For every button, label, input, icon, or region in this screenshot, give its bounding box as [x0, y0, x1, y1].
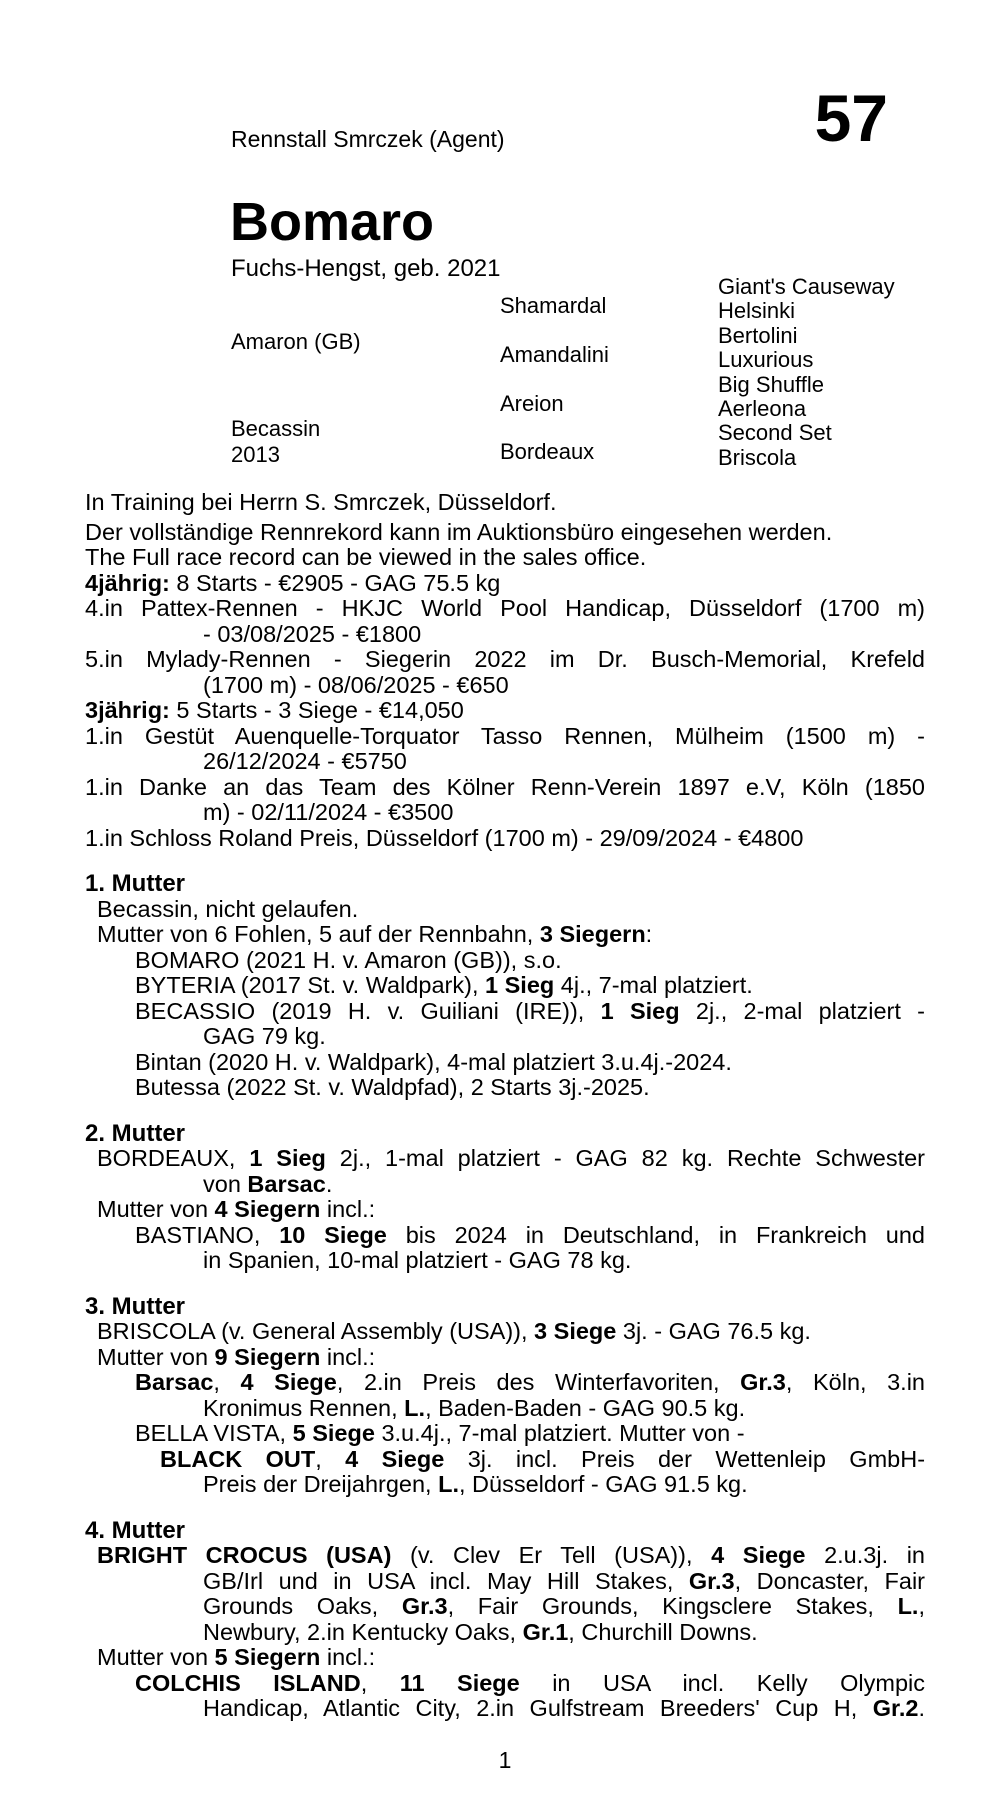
text-segment: 3 Siegern [539, 922, 646, 947]
text-segment: 5 Starts - 3 Siege - €14,050 [169, 698, 464, 723]
text-segment: 4jährig: [85, 570, 170, 596]
text-segment: 3.u.4j., 7-mal platziert. Mutter von - [374, 1421, 745, 1446]
text-segment: Barsac [135, 1370, 214, 1395]
body-content [85, 490, 925, 1722]
text-segment: , Düsseldorf - GAG 91.5 kg. [459, 1472, 748, 1497]
text-segment: L. [897, 1594, 919, 1619]
text-segment: BELLA VISTA, [135, 1421, 293, 1446]
text-segment: Mutter von [97, 1197, 215, 1222]
text-line [85, 1645, 925, 1671]
text-segment: , Churchill Downs. [568, 1619, 758, 1645]
text-segment: 1.in Schloss Roland Preis, Düsseldorf (1700 m) - 29/09/2024 - €4800 [85, 825, 804, 851]
horse-details: Fuchs-Hengst, geb. 2021 [231, 255, 501, 282]
dam-section-3 [85, 1319, 925, 1498]
text-line [85, 973, 925, 999]
text-line [85, 948, 925, 974]
pedigree-sire: Amaron (GB) [231, 329, 361, 354]
text-segment: 1.in Danke an das Team des Kölner Renn-Verein 1897 e.V, Köln (1850 [85, 774, 925, 800]
text-line [85, 1421, 925, 1447]
text-segment: (v. Clev Er Tell (USA)), [391, 1543, 712, 1568]
text-segment: The Full race record can be viewed in the sales office. [85, 545, 647, 570]
text-line [85, 520, 925, 546]
text-line [85, 545, 925, 571]
text-segment: BASTIANO, [135, 1222, 280, 1248]
text-segment: Becassin, nicht gelaufen. [97, 896, 359, 922]
text-segment: Preis der Dreijahrgen, [203, 1472, 439, 1497]
pedigree-dam-name: Becassin [231, 416, 321, 441]
text-line [85, 1447, 925, 1473]
text-segment: 11 Siege [399, 1670, 520, 1696]
text-segment: 4 Siege [711, 1543, 806, 1568]
text-line [85, 724, 925, 750]
text-line [85, 1197, 925, 1223]
text-segment: - 03/08/2025 - €1800 [203, 621, 422, 647]
text-line [85, 826, 925, 852]
text-line [85, 647, 925, 673]
pedigree-gen3-name: Bertolini [718, 322, 798, 348]
text-segment: Gr.3 [688, 1568, 735, 1594]
text-line [85, 596, 925, 622]
text-line [85, 1396, 925, 1422]
text-segment: BRISCOLA (v. General Assembly (USA)), [97, 1319, 535, 1344]
text-segment: BYTERIA (2017 St. v. Waldpark), [135, 973, 486, 998]
text-line [85, 775, 925, 801]
training-note [85, 490, 925, 516]
text-line [85, 1594, 925, 1620]
text-line [85, 673, 925, 699]
pedigree-dam [231, 416, 320, 468]
text-line [85, 571, 925, 597]
text-segment: 26/12/2024 - €5750 [203, 749, 407, 774]
consignor-name: Rennstall Smrczek (Agent) [231, 126, 505, 152]
text-line [85, 622, 925, 648]
text-segment: bis 2024 in Deutschland, in Frankreich und [386, 1222, 925, 1248]
section-heading-2: 2. Mutter [85, 1119, 186, 1147]
dam-section-2 [85, 1146, 925, 1274]
text-segment: BECASSIO (2019 H. v. Guiliani (IRE)), [135, 998, 601, 1024]
pedigree-dam-sire: Areion [500, 391, 564, 416]
text-line [85, 1696, 925, 1722]
text-segment: , Doncaster, Fair [734, 1568, 925, 1594]
text-line [85, 1345, 925, 1371]
record-note [85, 520, 925, 571]
text-segment: incl.: [320, 1344, 376, 1370]
text-segment: , 2.in Preis des Winterfavoriten, [336, 1370, 741, 1395]
text-segment: 1 Sieg [249, 1146, 326, 1171]
text-segment: 1 Sieg [600, 998, 680, 1024]
text-segment: Gr.1 [522, 1619, 569, 1645]
pedigree-sire-sire: Shamardal [500, 293, 607, 318]
text-line [85, 1248, 925, 1274]
text-segment: in Spanien, 10-mal platziert - GAG 78 kg. [203, 1248, 632, 1273]
text-segment: Grounds Oaks, [203, 1594, 402, 1619]
text-segment: In Training bei Herrn S. Smrczek, Düsseldorf. [85, 490, 557, 515]
text-segment: Gr.3 [401, 1594, 448, 1619]
text-segment: : [645, 922, 653, 947]
text-line [85, 1543, 925, 1569]
text-line [85, 698, 925, 724]
text-line [85, 1569, 925, 1595]
text-segment: Mutter von [97, 1344, 215, 1370]
text-line [85, 999, 925, 1025]
pedigree-gen3-name: Briscola [718, 444, 797, 470]
text-line [85, 1472, 925, 1498]
text-segment: . [325, 1171, 333, 1197]
text-segment: , Köln, 3.in [785, 1370, 925, 1395]
text-segment: , Fair Grounds, Kingsclere Stakes, [447, 1594, 898, 1619]
text-line [85, 1024, 925, 1050]
text-segment: , [918, 1594, 925, 1619]
text-line [85, 1075, 925, 1101]
text-segment: Newbury, 2.in Kentucky Oaks, [203, 1619, 523, 1645]
text-line [85, 1172, 925, 1198]
text-line [85, 1319, 925, 1345]
text-line [85, 1050, 925, 1076]
text-line [85, 922, 925, 948]
text-segment: m) - 02/11/2024 - €3500 [203, 800, 454, 825]
text-line [85, 749, 925, 775]
text-segment: BOMARO (2021 H. v. Amaron (GB)), s.o. [135, 947, 562, 973]
text-segment: incl.: [320, 1197, 376, 1222]
text-segment: 5 Siegern [214, 1645, 321, 1670]
section-heading-1: 1. Mutter [85, 870, 186, 897]
text-segment: 1.in Gestüt Auenquelle-Torquator Tasso Rennen, Mülheim (1500 m) - [85, 723, 925, 749]
text-segment: 3jährig: [85, 698, 170, 723]
text-segment: 3j. - GAG 76.5 kg. [616, 1319, 811, 1344]
section-heading-3: 3. Mutter [85, 1292, 186, 1320]
text-segment: von [203, 1171, 248, 1197]
text-segment: Gr.3 [740, 1370, 786, 1395]
pedigree-gen3-name: Big Shuffle [718, 371, 825, 397]
text-segment: BORDEAUX, [97, 1146, 250, 1171]
text-segment: Mutter von 6 Fohlen, 5 auf der Rennbahn, [97, 922, 540, 947]
pedigree-sire-dam: Amandalini [500, 342, 609, 367]
text-segment: 5.in Mylady-Rennen - Siegerin 2022 im Dr. Busch-Memorial, Krefeld [85, 647, 925, 672]
text-segment: 3 Siege [534, 1319, 617, 1344]
pedigree-dam-dam: Bordeaux [500, 439, 595, 464]
text-line [85, 1370, 925, 1396]
text-segment: 2j., 1-mal platziert - GAG 82 kg. Rechte Schwester [325, 1146, 925, 1171]
text-segment: Mutter von [97, 1645, 215, 1670]
pedigree-gen3-name: Luxurious [718, 347, 814, 373]
text-segment: Gr.2 [872, 1696, 919, 1721]
pedigree-gen3-column [718, 275, 895, 470]
text-segment: 5 Siege [292, 1421, 375, 1446]
text-segment: BRIGHT CROCUS (USA) [97, 1543, 392, 1568]
horse-name-title: Bomaro [230, 192, 435, 252]
text-segment: 2.u.3j. in [805, 1543, 925, 1568]
text-segment: Butessa (2022 St. v. Waldpfad), 2 Starts 3j.-2025. [135, 1075, 650, 1100]
text-line [85, 1223, 925, 1249]
text-segment: , Baden-Baden - GAG 90.5 kg. [425, 1395, 746, 1421]
text-segment: , [315, 1446, 346, 1472]
text-segment: 3j. incl. Preis der Wettenleip GmbH- [444, 1446, 925, 1472]
text-segment: Barsac [247, 1171, 326, 1197]
text-segment: L. [438, 1472, 459, 1497]
pedigree-gen3-name: Helsinki [718, 298, 796, 324]
text-segment: (1700 m) - 08/06/2025 - €650 [203, 672, 509, 698]
dam-section-1 [85, 897, 925, 1101]
text-line [85, 1671, 925, 1697]
text-segment: L. [404, 1395, 426, 1421]
race-record [85, 571, 925, 852]
text-segment: 1 Sieg [485, 973, 555, 998]
text-segment: , [360, 1670, 400, 1696]
text-segment: 4 Siege [240, 1370, 337, 1395]
text-segment: 4 Siegern [214, 1197, 321, 1222]
pedigree-dam-year: 2013 [231, 442, 280, 467]
text-segment: 4 Siege [345, 1446, 445, 1472]
text-segment: , [213, 1370, 241, 1395]
text-segment: Kronimus Rennen, [203, 1395, 405, 1421]
pedigree-gen3-name: Aerleona [718, 396, 807, 422]
text-segment: 4.in Pattex-Rennen - HKJC World Pool Handicap, Düsseldorf (1700 m) [85, 596, 925, 621]
text-segment: 10 Siege [279, 1222, 387, 1248]
text-segment: Bintan (2020 H. v. Waldpark), 4-mal platziert 3.u.4j.-2024. [135, 1049, 732, 1075]
text-segment: 9 Siegern [214, 1344, 321, 1370]
text-segment: Handicap, Atlantic City, 2.in Gulfstream Breeders' Cup H, [203, 1696, 873, 1721]
text-segment: . [918, 1696, 925, 1721]
text-segment: GAG 79 kg. [203, 1024, 326, 1049]
text-segment: BLACK OUT [160, 1446, 316, 1472]
text-line [85, 800, 925, 826]
text-segment: incl.: [320, 1645, 376, 1670]
pedigree-gen3-name: Giant's Causeway [718, 274, 895, 299]
pedigree-gen3-name: Second Set [718, 420, 832, 446]
section-heading-4: 4. Mutter [85, 1516, 186, 1544]
text-segment: in USA incl. Kelly Olympic [519, 1670, 925, 1696]
text-segment: 2j., 2-mal platziert - [679, 998, 925, 1024]
dam-section-4 [85, 1543, 925, 1722]
text-segment: GB/Irl und in USA incl. May Hill Stakes, [203, 1568, 689, 1594]
text-line [85, 1146, 925, 1172]
text-line [85, 897, 925, 923]
page-number: 1 [498, 1747, 512, 1773]
lot-number: 57 [814, 81, 888, 155]
text-line [85, 490, 925, 516]
text-segment: COLCHIS ISLAND [135, 1670, 361, 1696]
text-line [85, 1620, 925, 1646]
text-segment: 4j., 7-mal platziert. [554, 973, 753, 998]
text-segment: Der vollständige Rennrekord kann im Auktionsbüro eingesehen werden. [85, 519, 833, 545]
text-segment: 8 Starts - €2905 - GAG 75.5 kg [169, 570, 501, 596]
